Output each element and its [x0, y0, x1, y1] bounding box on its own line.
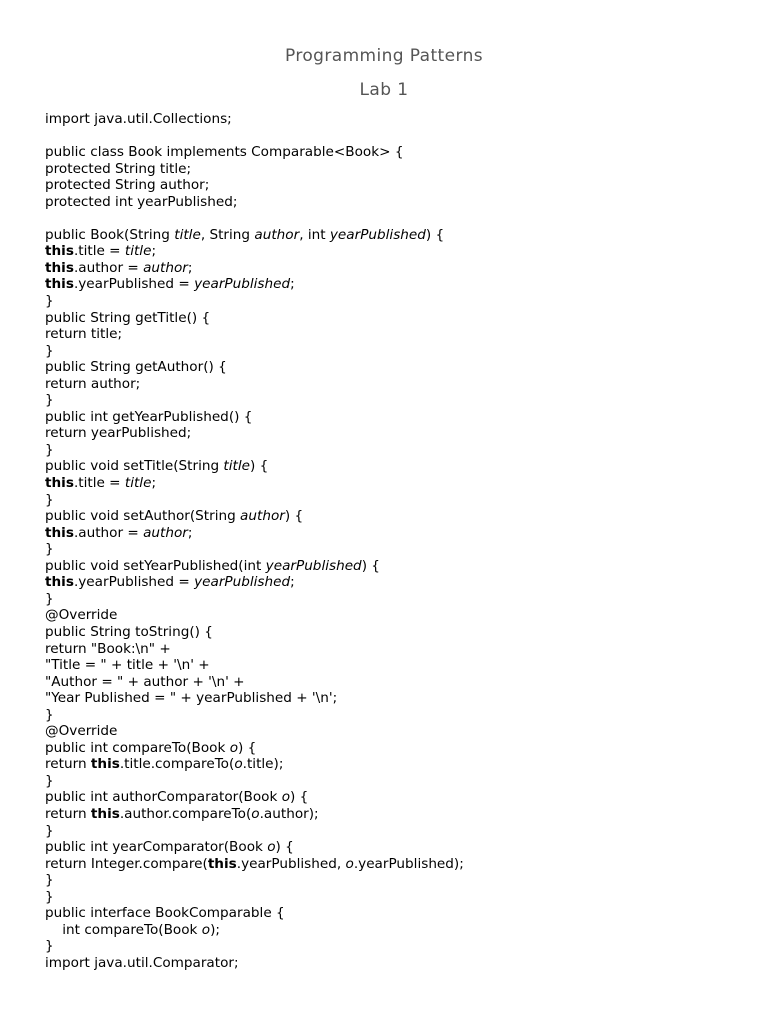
code-token: yearPublished — [265, 557, 362, 574]
code-line — [45, 607, 745, 624]
code-line — [45, 938, 745, 955]
code-line — [45, 475, 745, 492]
code-line — [45, 657, 745, 674]
code-token: o — [201, 921, 211, 938]
code-token: return — [45, 805, 91, 822]
code-token: import java.util.Collections; — [45, 111, 232, 127]
code-line — [45, 889, 745, 906]
code-token: this — [45, 243, 74, 260]
code-token: return yearPublished; — [45, 425, 192, 442]
code-token: public interface BookComparable { — [45, 905, 285, 922]
code-token: ) { — [284, 508, 304, 525]
code-token: } — [45, 706, 54, 723]
document-title: Programming Patterns — [285, 46, 483, 66]
code-line — [45, 111, 745, 128]
code-line — [45, 227, 745, 244]
code-line — [45, 359, 745, 376]
code-token: } — [45, 491, 54, 508]
code-token: public String getAuthor() { — [45, 359, 227, 376]
code-line — [45, 839, 745, 856]
code-token: @Override — [45, 723, 118, 740]
code-token: o — [281, 789, 291, 806]
code-token: "Title = " + title + '\n' + — [45, 657, 210, 674]
code-token: .author.compareTo( — [119, 805, 252, 822]
code-token: return title; — [45, 326, 123, 343]
code-token: title — [124, 243, 152, 260]
code-line — [45, 955, 745, 972]
code-token: public int compareTo(Book — [45, 739, 230, 756]
code-token: , String — [200, 226, 255, 243]
code-token: public void setTitle(String — [45, 458, 224, 475]
code-token: yearPublished — [194, 574, 291, 591]
code-token: o — [234, 756, 243, 773]
code-token: this — [90, 756, 120, 773]
code-token: } — [45, 392, 54, 409]
code-token: public class Book implements Comparable<Book> { — [45, 144, 404, 161]
code-line — [45, 789, 745, 806]
code-token: } — [45, 293, 54, 310]
code-token: author — [240, 508, 285, 525]
document-subtitle: Lab 1 — [359, 80, 409, 100]
code-token: .author = — [73, 259, 144, 276]
code-line — [45, 276, 745, 293]
code-token: .title); — [242, 756, 284, 773]
code-token: ; — [187, 524, 193, 541]
code-line — [45, 591, 745, 608]
code-token: } — [45, 590, 54, 607]
code-token: ) { — [290, 789, 309, 806]
code-line — [45, 492, 745, 509]
code-token: protected int yearPublished; — [45, 193, 238, 210]
code-listing — [45, 111, 745, 971]
code-token: .title = — [73, 475, 125, 492]
code-line — [45, 458, 745, 475]
code-token: ; — [151, 243, 157, 260]
code-token: } — [45, 938, 54, 955]
code-line — [45, 872, 745, 889]
code-token: .yearPublished = — [73, 276, 195, 293]
code-token: protected String title; — [45, 160, 192, 177]
code-line — [45, 128, 745, 145]
code-token: ) { — [275, 839, 294, 856]
code-line — [45, 823, 745, 840]
code-token: title — [223, 458, 250, 475]
code-line — [45, 806, 745, 823]
code-token: o — [229, 739, 239, 756]
code-token: } — [45, 888, 54, 905]
code-token: .yearPublished = — [73, 574, 195, 591]
code-token: author — [143, 259, 188, 276]
code-token: o — [251, 805, 260, 822]
code-line — [45, 161, 745, 178]
code-token: .title = — [73, 243, 125, 260]
code-token: this — [45, 574, 74, 591]
code-token: return Integer.compare( — [45, 855, 208, 872]
code-token: .author); — [259, 805, 319, 822]
code-token: int compareTo(Book — [45, 921, 202, 938]
code-line — [45, 508, 745, 525]
code-line — [45, 425, 745, 442]
code-line — [45, 740, 745, 757]
code-token: protected String author; — [45, 177, 210, 194]
code-line — [45, 690, 745, 707]
code-token: author — [254, 226, 300, 243]
code-token: this — [45, 276, 74, 293]
code-token: "Author = " + author + '\n' + — [45, 673, 245, 690]
code-line — [45, 723, 745, 740]
code-line — [45, 674, 745, 691]
code-token: ; — [187, 259, 193, 276]
code-token: ) { — [425, 226, 445, 243]
code-line — [45, 558, 745, 575]
code-token: title — [174, 226, 201, 243]
code-token: ) { — [361, 557, 380, 574]
code-line — [45, 210, 745, 227]
code-line — [45, 856, 745, 873]
code-token: .yearPublished); — [353, 855, 464, 872]
code-token: return "Book:\n" + — [45, 640, 171, 657]
code-line — [45, 641, 745, 658]
code-token: ; — [290, 574, 295, 591]
code-token: title — [124, 475, 152, 492]
code-line — [45, 525, 745, 542]
code-token: @Override — [45, 607, 118, 624]
code-line — [45, 326, 745, 343]
code-token: o — [345, 855, 354, 872]
code-token: public int yearComparator(Book — [45, 839, 268, 856]
code-line — [45, 177, 745, 194]
code-token: } — [45, 872, 54, 889]
code-token: .author = — [73, 524, 144, 541]
code-token: public void setYearPublished(int — [45, 557, 266, 574]
code-line — [45, 409, 745, 426]
code-token: , int — [299, 226, 330, 243]
code-line — [45, 773, 745, 790]
code-token: public String toString() { — [45, 623, 213, 640]
code-token: ; — [151, 475, 157, 492]
code-line — [45, 343, 745, 360]
code-token: } — [45, 342, 54, 359]
code-line — [45, 144, 745, 161]
code-token: author — [143, 524, 188, 541]
code-token: public void setAuthor(String — [45, 508, 241, 525]
code-line — [45, 194, 745, 211]
code-token: ; — [290, 276, 295, 293]
code-line — [45, 243, 745, 260]
code-line — [45, 756, 745, 773]
code-token: } — [45, 541, 54, 558]
code-token: "Year Published = " + yearPublished + '\n'; — [45, 690, 338, 707]
code-token: public String getTitle() { — [45, 309, 211, 326]
code-token: ) { — [238, 739, 257, 756]
code-token: this — [45, 259, 74, 276]
code-line — [45, 442, 745, 459]
code-line — [45, 624, 745, 641]
code-token: .title.compareTo( — [119, 756, 235, 773]
code-token: o — [267, 839, 276, 856]
code-token: } — [45, 772, 54, 789]
code-token: } — [45, 822, 54, 839]
code-token: } — [45, 441, 54, 458]
code-line — [45, 260, 745, 277]
code-token: ); — [210, 921, 220, 938]
code-token: public int authorComparator(Book — [45, 789, 282, 806]
code-line — [45, 310, 745, 327]
code-token: this — [207, 855, 237, 872]
code-token: public int getYearPublished() { — [45, 408, 253, 425]
code-line — [45, 574, 745, 591]
code-line — [45, 392, 745, 409]
code-token: import java.util.Comparator; — [45, 954, 239, 971]
code-token: yearPublished — [329, 226, 426, 243]
code-token: public Book(String — [45, 226, 175, 243]
code-token: this — [90, 805, 120, 822]
code-token: return — [45, 756, 91, 773]
code-line — [45, 541, 745, 558]
code-token: this — [45, 475, 74, 492]
code-line — [45, 376, 745, 393]
code-line — [45, 922, 745, 939]
code-token: return author; — [45, 375, 141, 392]
code-token: .yearPublished, — [236, 855, 346, 872]
code-line — [45, 707, 745, 724]
code-token: this — [45, 524, 74, 541]
code-line — [45, 905, 745, 922]
code-token: ) { — [250, 458, 269, 475]
code-token: yearPublished — [194, 276, 291, 293]
code-line — [45, 293, 745, 310]
